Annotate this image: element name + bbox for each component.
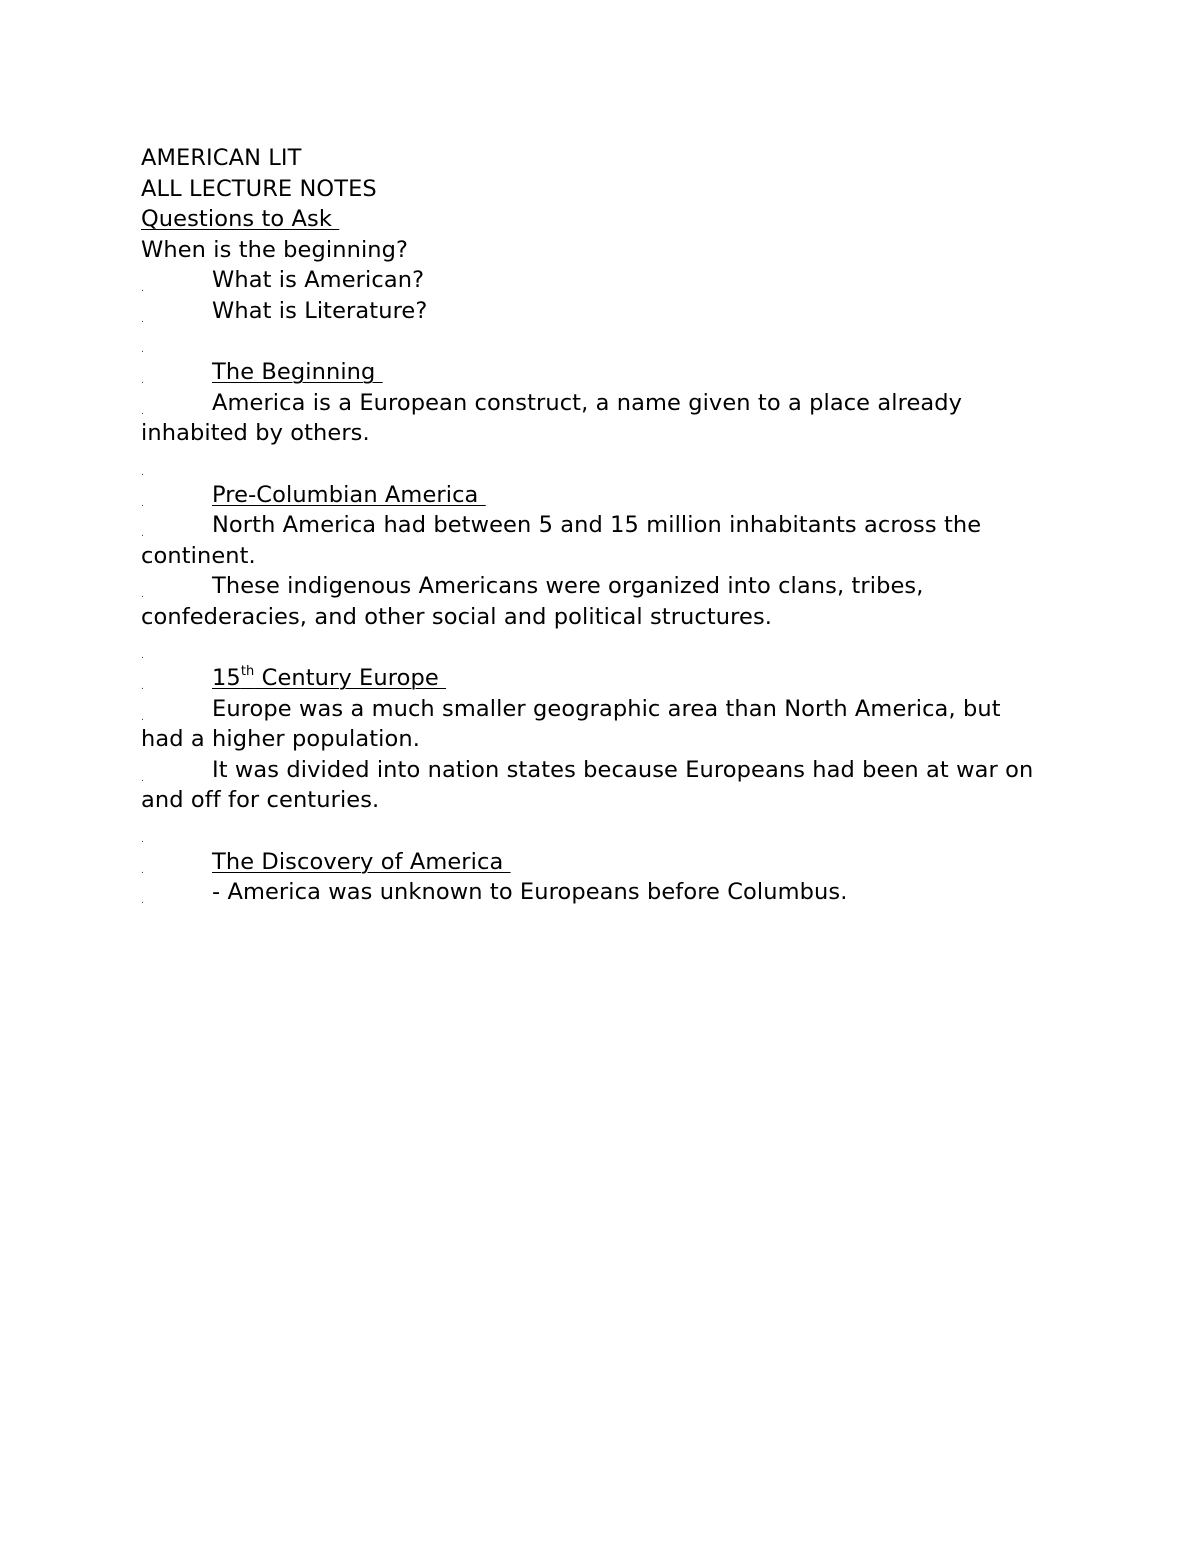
list-marker: .: [141, 345, 144, 355]
paragraph-europe-1-text: Europe was a much smaller geographic area than North America, but had a higher population.: [141, 695, 1001, 752]
question-literature: [141, 296, 1041, 327]
paragraph-europe-2-text: It was divided into nation states because Europeans had been at war on and off for centuries.: [141, 756, 1034, 813]
list-marker: .: [141, 590, 144, 600]
europe-heading-ordinal: th: [240, 663, 255, 679]
blank-line: [141, 632, 1041, 663]
list-marker: .: [141, 314, 144, 325]
questions-heading-text: Questions to Ask: [141, 206, 340, 232]
blank-line: [141, 449, 1041, 480]
list-marker: .: [141, 651, 144, 661]
paragraph-pre-columbian-2: [141, 571, 1041, 632]
document-title: AMERICAN LIT: [141, 145, 302, 171]
list-marker: .: [141, 865, 144, 876]
paragraph-discovery: [141, 877, 1041, 908]
lecture-notes-content: [141, 143, 1041, 908]
questions-heading: [141, 204, 1041, 235]
list-marker: .: [141, 498, 144, 509]
list-marker: .: [141, 467, 144, 478]
document-subtitle: ALL LECTURE NOTES: [141, 175, 377, 202]
list-marker: .: [141, 682, 144, 692]
list-marker: .: [141, 376, 144, 386]
europe-heading-rest: Century Europe: [254, 665, 447, 691]
section-heading-pre-columbian: [141, 480, 1041, 511]
section-heading-discovery: [141, 847, 1041, 878]
list-marker: .: [141, 896, 144, 906]
paragraph-discovery-text: - America was unknown to Europeans before Columbus.: [212, 879, 848, 905]
list-marker: .: [141, 406, 144, 417]
paragraph-pre-columbian-1-text: North America had between 5 and 15 million inhabitants across the continent.: [141, 512, 982, 569]
paragraph-pre-columbian-1: [141, 510, 1041, 571]
list-marker: .: [141, 834, 144, 845]
paragraph-beginning: [141, 388, 1041, 449]
section-heading-beginning: [141, 357, 1041, 388]
list-marker: .: [141, 284, 144, 294]
question-american-text: What is American?: [212, 267, 425, 293]
paragraph-europe-2: [141, 755, 1041, 816]
europe-heading-text: [212, 665, 446, 691]
blank-line: [141, 326, 1041, 357]
question-beginning: When is the beginning?: [141, 236, 409, 263]
paragraph-beginning-text: America is a European construct, a name given to a place already inhabited by others.: [141, 389, 963, 446]
europe-heading-number: 15: [212, 665, 241, 691]
pre-columbian-heading-text: Pre-Columbian America: [212, 481, 486, 508]
question-literature-text: What is Literature?: [212, 297, 428, 324]
paragraph-europe-1: [141, 694, 1041, 755]
list-marker: .: [141, 712, 144, 723]
list-marker: .: [141, 773, 144, 784]
discovery-heading-text: The Discovery of America: [212, 848, 511, 875]
paragraph-pre-columbian-2-text: These indigenous Americans were organized into clans, tribes, confederacies, and other social and political structures.: [141, 573, 924, 630]
beginning-heading-text: The Beginning: [212, 359, 383, 385]
list-marker: .: [141, 529, 144, 539]
question-american: [141, 265, 1041, 296]
blank-line: [141, 816, 1041, 847]
section-heading-europe: [141, 663, 1041, 694]
